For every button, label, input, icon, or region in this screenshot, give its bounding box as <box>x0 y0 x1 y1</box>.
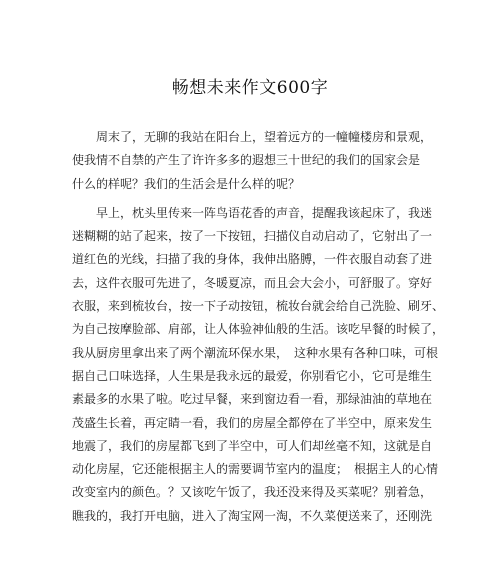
text-line: 迷糊糊的站了起来，按了一下按钮，扫描仪自动启动了，它射出了一 <box>72 229 433 244</box>
text-line: 素最多的水果了啦。吃过早餐，来到窗边看一看，那绿油油的草地在 <box>72 392 433 407</box>
paragraph <box>72 126 433 196</box>
text-line: 我从厨房里拿出来了两个潮流环保水果， 这种水果有各种口味，可根 <box>72 345 439 360</box>
text-line: 改变室内的颜色。？又该吃午饭了，我还没来得及买菜呢？别着急， <box>72 485 433 500</box>
paragraph <box>72 202 445 528</box>
text-line: 道红色的光线，扫描了我的身体，我伸出胳膊，一件衣服自动套了进 <box>72 252 433 267</box>
text-line: 瞧我的，我打开电脑，进入了淘宝网一淘，不久菜便送来了，还刚洗 <box>72 508 433 523</box>
text-line: 什么的样呢？我们的生活会是什么样的呢？ <box>72 176 301 191</box>
text-line: 动化房屋，它还能根据主人的需要调节室内的温度； 根据主人的心情 <box>72 462 439 477</box>
document-title: 畅想未来作文600字 <box>171 78 329 98</box>
text-line: 使我情不自禁的产生了许许多多的遐想三十世纪的我们的国家会是 <box>72 153 421 168</box>
text-line: 为自己按摩脸部、肩部，让人体验神仙般的生活。该吃早餐的时候了， <box>72 322 445 337</box>
text-line: 据自己口味选择，人生果是我永远的最爱，你别看它小，它可是维生 <box>72 368 433 383</box>
text-line: 去，这件衣服可先进了，冬暖夏凉，而且会大会小，可舒服了。穿好 <box>72 275 433 290</box>
document-body <box>72 126 445 534</box>
text-line: 茂盛生长着，再定睛一看，我们的房屋全都停在了半空中，原来发生 <box>72 415 433 430</box>
text-line: 地震了，我们的房屋都飞到了半空中，可人们却丝毫不知，这就是自 <box>72 438 433 453</box>
text-line: 周末了，无聊的我站在阳台上，望着远方的一幢幢楼房和景观， <box>72 130 433 144</box>
text-line: 早上，枕头里传来一阵鸟语花香的声音，提醒我该起床了，我迷 <box>72 205 433 220</box>
text-line: 衣服，来到梳妆台，按一下子动按钮，梳妆台就会给自己洗脸、刷牙、 <box>72 299 445 314</box>
